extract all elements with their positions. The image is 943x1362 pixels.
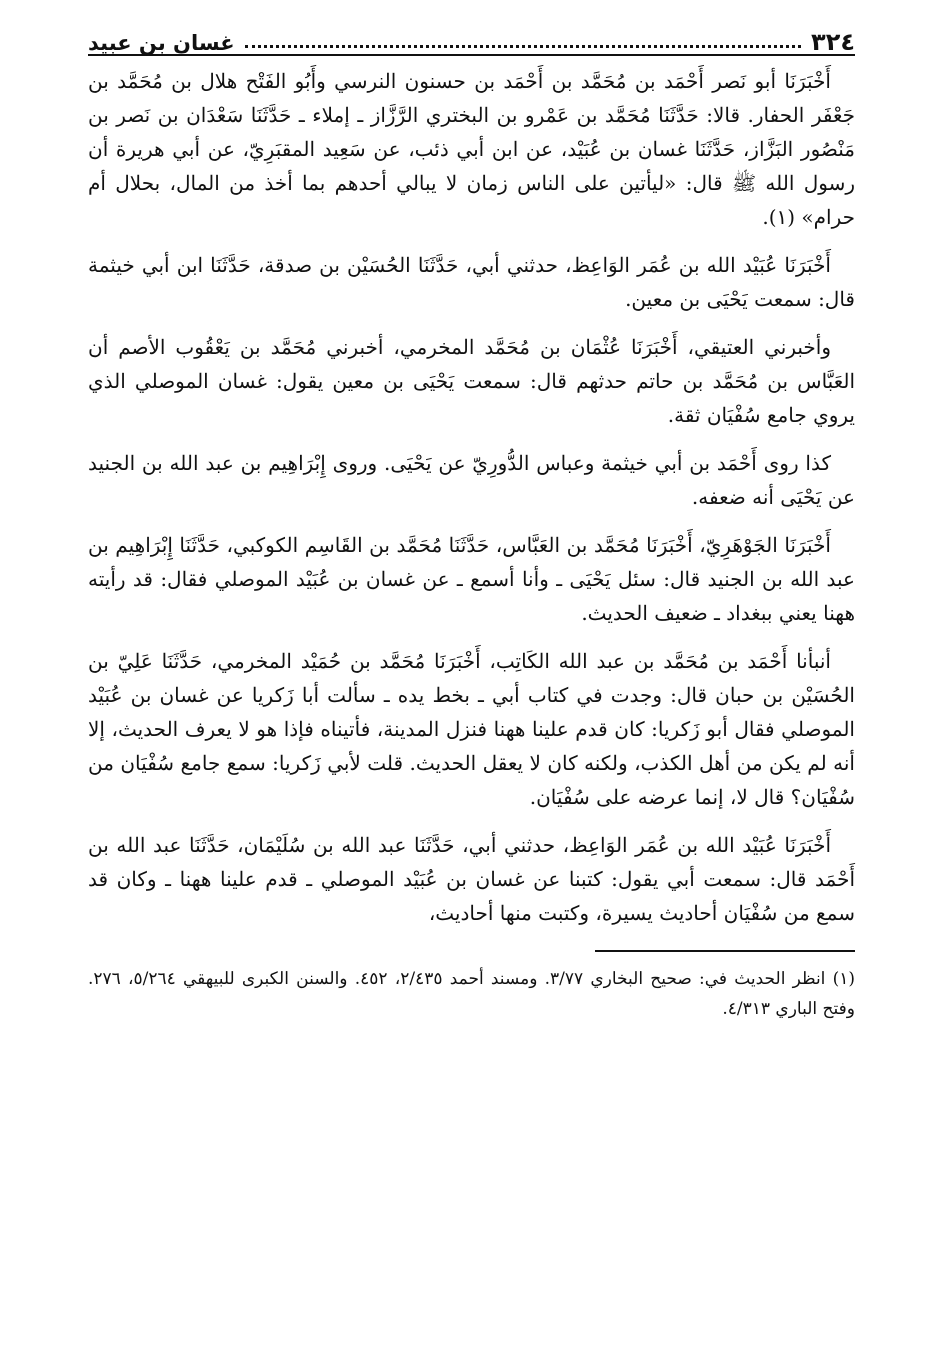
paragraph-5: أَخْبَرَنَا الجَوْهَرِيّ، أَخْبَرَنَا مُحَمَّد بن العَبَّاس، حَدَّثَنَا مُحَمَّد بن القَاسِم الكوكبي، حَدَّثَنَا إِبْرَاهِيم بن عبد الله بن الجنيد قال: سئل يَحْيَى ـ وأنا أسمع ـ عن غسان بن عُبَيْد الموصلي فقال: قد رأيته ههنا يعني ببغداد ـ ضعيف الحديث. [88,533,855,625]
header-dotted-leader [245,45,801,48]
footnote: (١) انظر الحديث في: صحيح البخاري ٣/٧٧. ومسند أحمد ٢/٤٣٥، ٤٥٢. والسنن الكبرى للبيهقي ٥/٢٦٤، ٢٧٦. وفتح الباري ٤/٣١٣. [88,969,856,1019]
paragraph-3: وأخبرني العتيقي، أَخْبَرَنَا عُثْمَان بن مُحَمَّد المخرمي، أخبرني مُحَمَّد بن يَعْقُوب الأصم أن العَبَّاس بن مُحَمَّد بن حاتم حدثهم قال: سمعت يَحْيَى بن معين يقول: غسان الموصلي الذي يروي جامع سُفْيَان ثقة. [88,335,856,427]
running-title: غسان بن عبيد [88,31,235,55]
paragraph-2: أَخْبَرَنَا عُبَيْد الله بن عُمَر الوَاعِظ، حدثني أبي، حَدَّثَنَا الحُسَيْن بن صدقة، حَدَّثَنَا ابن أبي خيثمة قال: سمعت يَحْيَى بن معين. [88,253,855,311]
paragraph-4: كذا روى أَحْمَد بن أبي خيثمة وعباس الدُّورِيّ عن يَحْيَى. وروى إِبْرَاهِيم بن عبد الله بن الجنيد عن يَحْيَى أنه ضعفه. [88,451,855,509]
page-body [88,64,855,930]
page-number: ٣٢٤ [811,28,855,56]
paragraph-6: أنبأنا أَحْمَد بن مُحَمَّد بن عبد الله الكَاتِب، أَخْبَرَنَا مُحَمَّد بن حُمَيْد المخرمي، حَدَّثَنَا عَلِيّ بن الحُسَيْن بن حبان قال: وجدت في كتاب أبي ـ بخط يده ـ سألت أبا زَكريا عن غسان بن عُبَيْد الموصلي فقال أبو زَكريا: كان قدم علينا ههنا فنزل المدينة، فأتيناه فإذا هو لا يعرف الحديث، إلا أنه لم يكن من أهل الكذب، ولكنه كان لا يعقل الحديث. قلت لأبي زَكريا: سمع جامع سُفْيَان من سُفْيَان؟ قال لا، إنما عرضه على سُفْيَان. [88,649,855,809]
page-header [88,20,855,56]
paragraph-1: أَخْبَرَنَا أبو نَصر أَحْمَد بن مُحَمَّد بن أَحْمَد بن حسنون النرسي وأَبُو الفَتْح هلال بن مُحَمَّد بن جَعْفَر الحفار. قالا: حَدَّثَنَا مُحَمَّد بن عَمْرو بن البختري الرَّزَّاز ـ إملاء ـ حَدَّثَنَا سَعْدَان بن نَصر بن مَنْصُور البَزَّاز، حَدَّثَنَا غسان بن عُبَيْد، عن ابن أبي ذئب، عن سَعِيد المقبَرِيّ، عن أبي هريرة أن رسول الله ﷺ قال: «ليأتين على الناس زمان لا يبالي أحدهم بما أخذ من المال، بحلال أم حرام» (١). [88,69,855,229]
footnote-separator [595,950,855,952]
paragraph-7: أَخْبَرَنَا عُبَيْد الله بن عُمَر الوَاعِظ، حدثني أبي، حَدَّثَنَا عبد الله بن سُلَيْمَان، حَدَّثَنَا عبد الله بن أَحْمَد قال: سمعت أبي يقول: كتبنا عن غسان بن عُبَيْد الموصلي ـ قدم علينا ههنا ـ وكان قد سمع من سُفْيَان أحاديث يسيرة، وكتبت منها أحاديث، [88,833,855,925]
